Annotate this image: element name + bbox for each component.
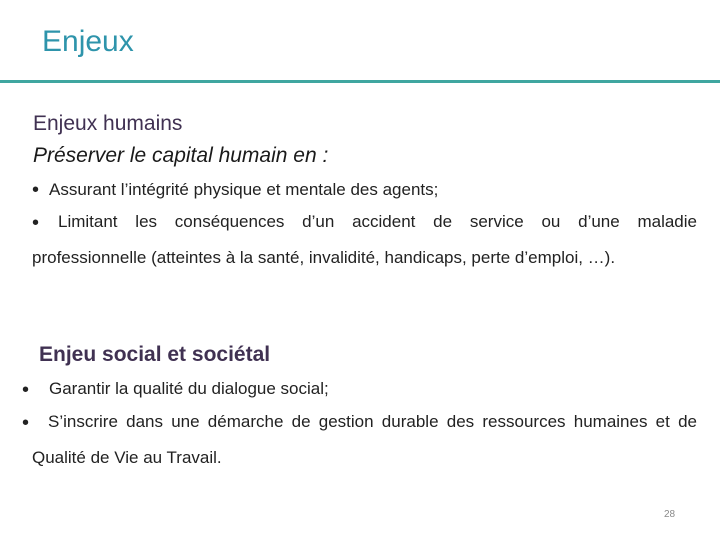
bullet-marker: • — [32, 212, 40, 234]
bullet-item-gestion-durable — [32, 404, 697, 476]
bullet-marker: • — [22, 379, 30, 401]
page-number: 28 — [664, 509, 676, 520]
section-heading-enjeux-humains: Enjeux humains — [33, 112, 183, 135]
title-divider — [0, 80, 720, 83]
bullet-item-integrite: Assurant l’intégrité physique et mentale des agents; — [49, 180, 439, 199]
bullet-marker: • — [32, 179, 40, 201]
bullet-marker: • — [22, 412, 30, 434]
bullet-item-dialogue-social: Garantir la qualité du dialogue social; — [49, 379, 329, 398]
bullet-text-gestion-durable: S’inscrire dans une démarche de gestion durable des ressources humaines et de Qualité de Vie au Travail. — [32, 412, 697, 467]
bullet-text-consequences: Limitant les conséquences d’un accident de service ou d’une maladie professionnelle (atteintes à la santé, invalidité, handicaps, perte d’emploi, …). — [32, 212, 697, 267]
section-heading-enjeu-social: Enjeu social et sociétal — [39, 343, 271, 366]
subheading-capital-humain: Préserver le capital humain en : — [33, 144, 329, 167]
slide-title: Enjeux — [42, 25, 134, 58]
bullet-item-consequences — [32, 204, 697, 276]
